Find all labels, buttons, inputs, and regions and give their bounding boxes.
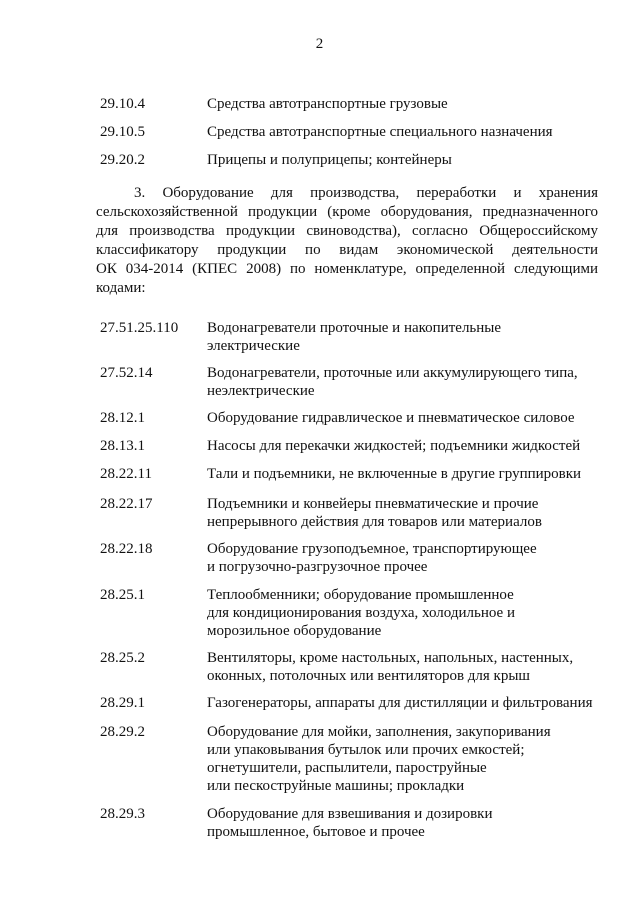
paragraph-line: для производства продукции свиноводства), согласно Общероссийскому [96, 223, 598, 239]
item-description: Теплообменники; оборудование промышленное для кондиционирования воздуха, холодильное и морозильное оборудование [207, 587, 515, 639]
item-code: 27.51.25.110 [100, 320, 179, 336]
item-description: Вентиляторы, кроме настольных, напольных, настенных, оконных, потолочных или вентиляторов для крыш [207, 650, 574, 684]
item-code: 28.12.1 [100, 410, 145, 426]
item-code: 29.20.2 [100, 152, 145, 168]
item-description: Средства автотранспортные специального назначения [207, 124, 553, 140]
item-code: 27.52.14 [100, 365, 153, 381]
item-code: 28.22.18 [100, 541, 153, 557]
item-description: Водонагреватели проточные и накопительные электрические [207, 320, 502, 354]
item-code: 28.25.2 [100, 650, 145, 666]
item-description: Оборудование гидравлическое и пневматическое силовое [207, 410, 575, 426]
item-code: 28.25.1 [100, 587, 145, 603]
item-code: 28.29.3 [100, 806, 145, 822]
section-paragraph [96, 184, 598, 298]
item-code: 28.22.11 [100, 466, 152, 482]
item-code: 29.10.5 [100, 124, 145, 140]
item-code: 28.29.1 [100, 695, 145, 711]
item-code: 28.29.2 [100, 724, 145, 740]
page-number: 2 [315, 36, 324, 52]
paragraph-line: ОК 034-2014 (КПЕС 2008) по номенклатуре, определенной следующими [96, 261, 598, 277]
item-description: Средства автотранспортные грузовые [207, 96, 448, 112]
item-description: Прицепы и полуприцепы; контейнеры [207, 152, 452, 168]
paragraph-line: сельскохозяйственной продукции (кроме оборудования, предназначенного [96, 204, 598, 220]
item-description: Оборудование грузоподъемное, транспортирующее и погрузочно-разгрузочное прочее [207, 541, 537, 575]
item-description: Газогенераторы, аппараты для дистилляции и фильтрования [207, 695, 593, 711]
item-description: Подъемники и конвейеры пневматические и прочие непрерывного действия для товаров или материалов [207, 496, 542, 530]
item-description: Оборудование для взвешивания и дозировки промышленное, бытовое и прочее [207, 806, 493, 840]
paragraph-line: классификатору продукции по видам экономической деятельности [96, 242, 598, 258]
item-code: 28.22.17 [100, 496, 153, 512]
item-description: Оборудование для мойки, заполнения, закупоривания или упаковывания бутылок или прочих емкостей; огнетушители, распылители, пароструйные или пескоструйные машины; прокладки [207, 724, 551, 794]
item-description: Тали и подъемники, не включенные в другие группировки [207, 466, 582, 482]
item-description: Насосы для перекачки жидкостей; подъемники жидкостей [207, 438, 581, 454]
paragraph-line: кодами: [96, 280, 146, 296]
paragraph-line: 3. Оборудование для производства, переработки и хранения [134, 185, 598, 201]
item-description: Водонагреватели, проточные или аккумулирующего типа, неэлектрические [207, 365, 578, 399]
item-code: 29.10.4 [100, 96, 145, 112]
item-code: 28.13.1 [100, 438, 145, 454]
